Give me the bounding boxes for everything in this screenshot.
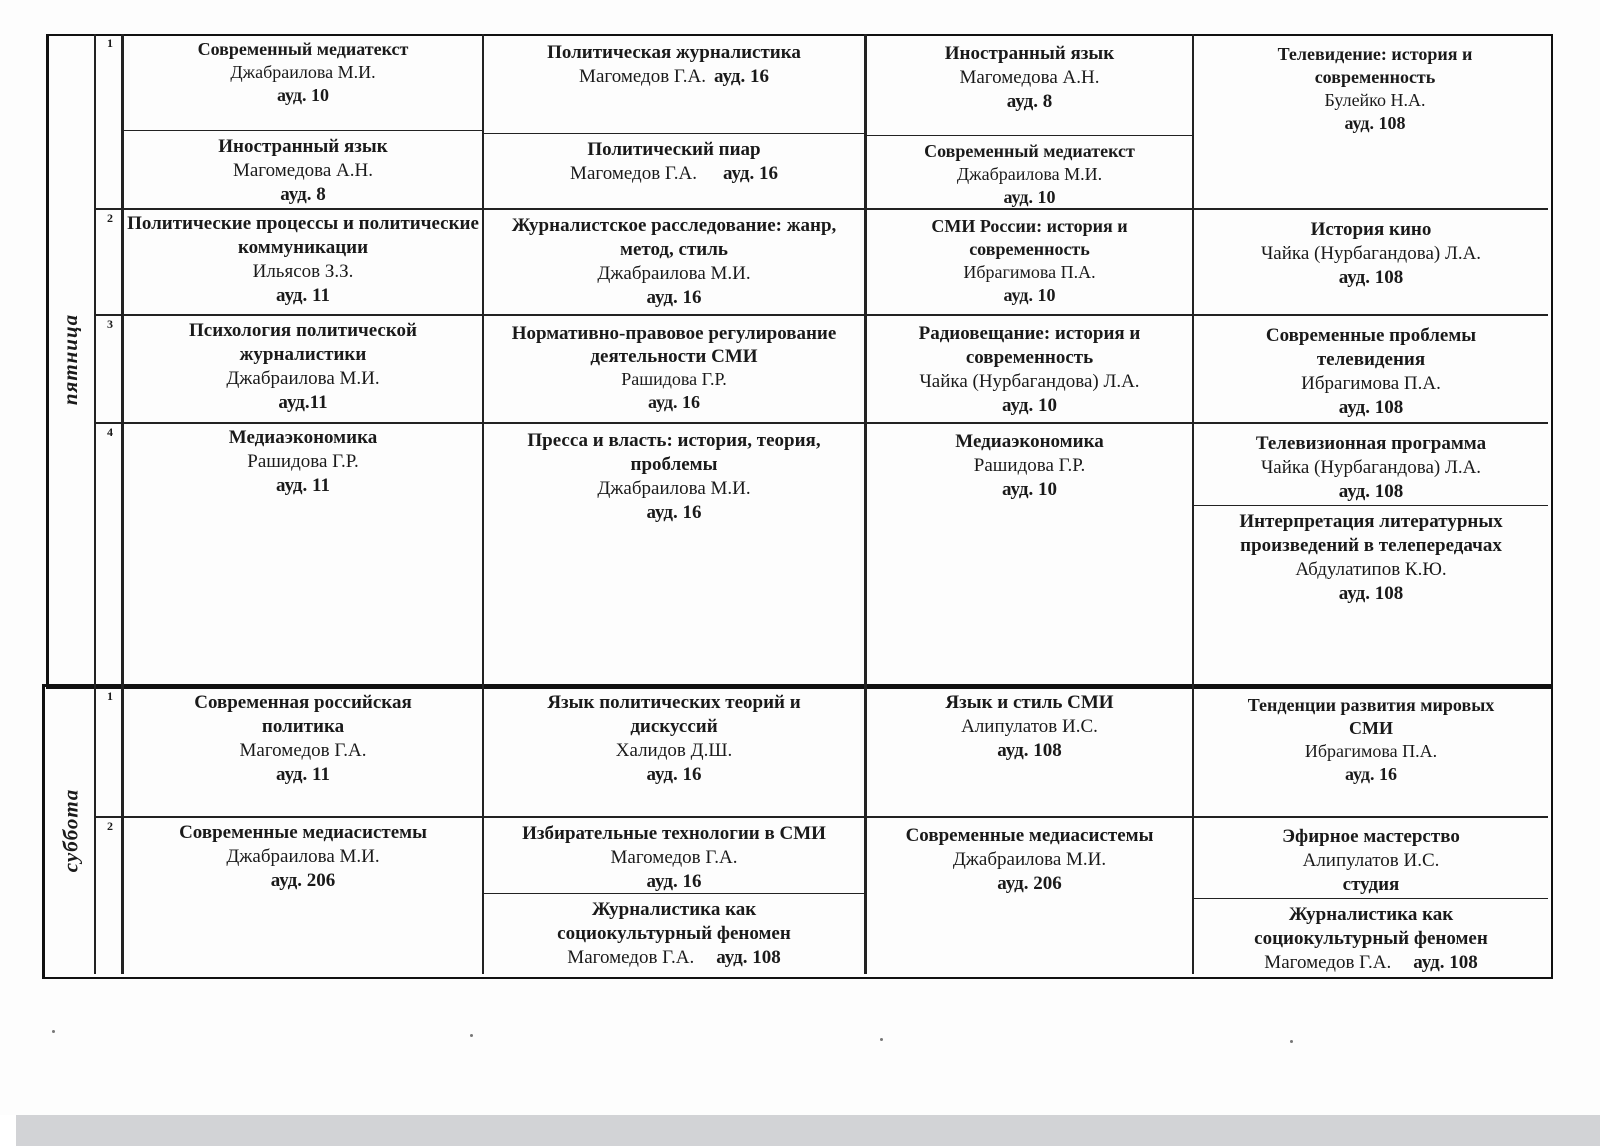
lesson-cell: Медиаэкономика Рашидова Г.Р. ауд. 11	[228, 427, 378, 496]
pair-number: 3	[107, 317, 113, 331]
lesson-cell: Иностранный язык Магомедова А.Н. ауд. 8	[218, 136, 388, 205]
lesson-cell: Современный медиатекст Джабраилова М.И. ауд. 10	[924, 141, 1135, 207]
scan-speck	[1290, 1040, 1293, 1043]
day-column-divider	[94, 34, 96, 974]
scan-speck	[52, 1030, 55, 1033]
lesson-cell: Язык политических теорий и дискуссий Халидов Д.Ш. ауд. 16	[547, 692, 801, 785]
day-label-friday: пятница	[58, 313, 83, 406]
sub-row-line	[484, 133, 864, 134]
lesson-cell: Журналистское расследование: жанр, метод, стиль Джабраилова М.И. ауд. 16	[511, 215, 837, 308]
day-label-saturday: суббота	[58, 788, 83, 872]
lesson-cell: Язык и стиль СМИ Алипулатов И.С. ауд. 108	[945, 692, 1114, 761]
sub-row-line	[124, 130, 482, 131]
lesson-cell: Политический пиар Магомедов Г.А. ауд. 16	[570, 139, 778, 184]
lesson-cell: Интерпретация литературных произведений в телепередачах Абдулатипов К.Ю. ауд. 108	[1239, 511, 1503, 604]
lesson-cell: Журналистика как социокультурный феномен Магомедов Г.А. ауд. 108	[557, 899, 791, 968]
lesson-cell: Психология политической журналистики Джабраилова М.И. ауд.11	[189, 320, 417, 413]
pair-number: 2	[107, 211, 113, 225]
sub-row-line	[1194, 898, 1548, 899]
scan-speck	[880, 1038, 883, 1041]
lesson-cell: Медиаэкономика Рашидова Г.Р. ауд. 10	[955, 431, 1104, 500]
pair-number: 4	[107, 425, 113, 439]
lesson-cell: СМИ России: история и современность Ибрагимова П.А. ауд. 10	[931, 216, 1128, 305]
lesson-cell: Политические процессы и политические коммуникации Ильясов З.З. ауд. 11	[127, 213, 479, 306]
lesson-cell: Современная российская политика Магомедов Г.А. ауд. 11	[194, 692, 412, 785]
lesson-cell: Современный медиатекст Джабраилова М.И. ауд. 10	[197, 39, 409, 105]
row-line	[96, 816, 1548, 818]
lesson-cell: Избирательные технологии в СМИ Магомедов Г.А. ауд. 16	[522, 823, 826, 892]
lesson-cell: История кино Чайка (Нурбагандова) Л.А. ауд. 108	[1260, 219, 1482, 288]
lesson-cell: Политическая журналистика Магомедов Г.А. ауд. 16	[547, 42, 801, 87]
lesson-cell: Эфирное мастерство Алипулатов И.С. студия	[1282, 826, 1460, 895]
bottom-gray-band	[16, 1115, 1600, 1146]
lesson-cell: Тенденции развития мировых СМИ Ибрагимова П.А. ауд. 16	[1247, 695, 1495, 784]
lesson-cell: Телевизионная программа Чайка (Нурбагандова) Л.А. ауд. 108	[1255, 433, 1487, 502]
row-line	[96, 314, 1548, 316]
lesson-cell: Пресса и власть: история, теория, проблемы Джабраилова М.И. ауд. 16	[527, 430, 821, 523]
lesson-cell: Современные медиасистемы Джабраилова М.И. ауд. 206	[905, 825, 1154, 894]
sub-row-line	[1194, 505, 1548, 506]
pair-number: 1	[107, 689, 113, 703]
pair-number: 2	[107, 819, 113, 833]
scan-speck	[470, 1034, 473, 1037]
lesson-cell: Радиовещание: история и современность Чайка (Нурбагандова) Л.А. ауд. 10	[918, 323, 1141, 416]
lesson-cell: Журналистика как социокультурный феномен Магомедов Г.А. ауд. 108	[1254, 904, 1488, 973]
lesson-cell: Иностранный язык Магомедова А.Н. ауд. 8	[944, 43, 1115, 112]
lesson-cell: Нормативно-правовое регулирование деятельности СМИ Рашидова Г.Р. ауд. 16	[511, 323, 837, 412]
sub-row-line	[867, 135, 1192, 136]
pair-number: 1	[107, 36, 113, 50]
lesson-cell: Телевидение: история и современность Булейко Н.А. ауд. 108	[1277, 44, 1473, 133]
lesson-cell: Современные проблемы телевидения Ибрагимова П.А. ауд. 108	[1265, 325, 1477, 418]
lesson-cell: Современные медиасистемы Джабраилова М.И. ауд. 206	[179, 822, 427, 891]
